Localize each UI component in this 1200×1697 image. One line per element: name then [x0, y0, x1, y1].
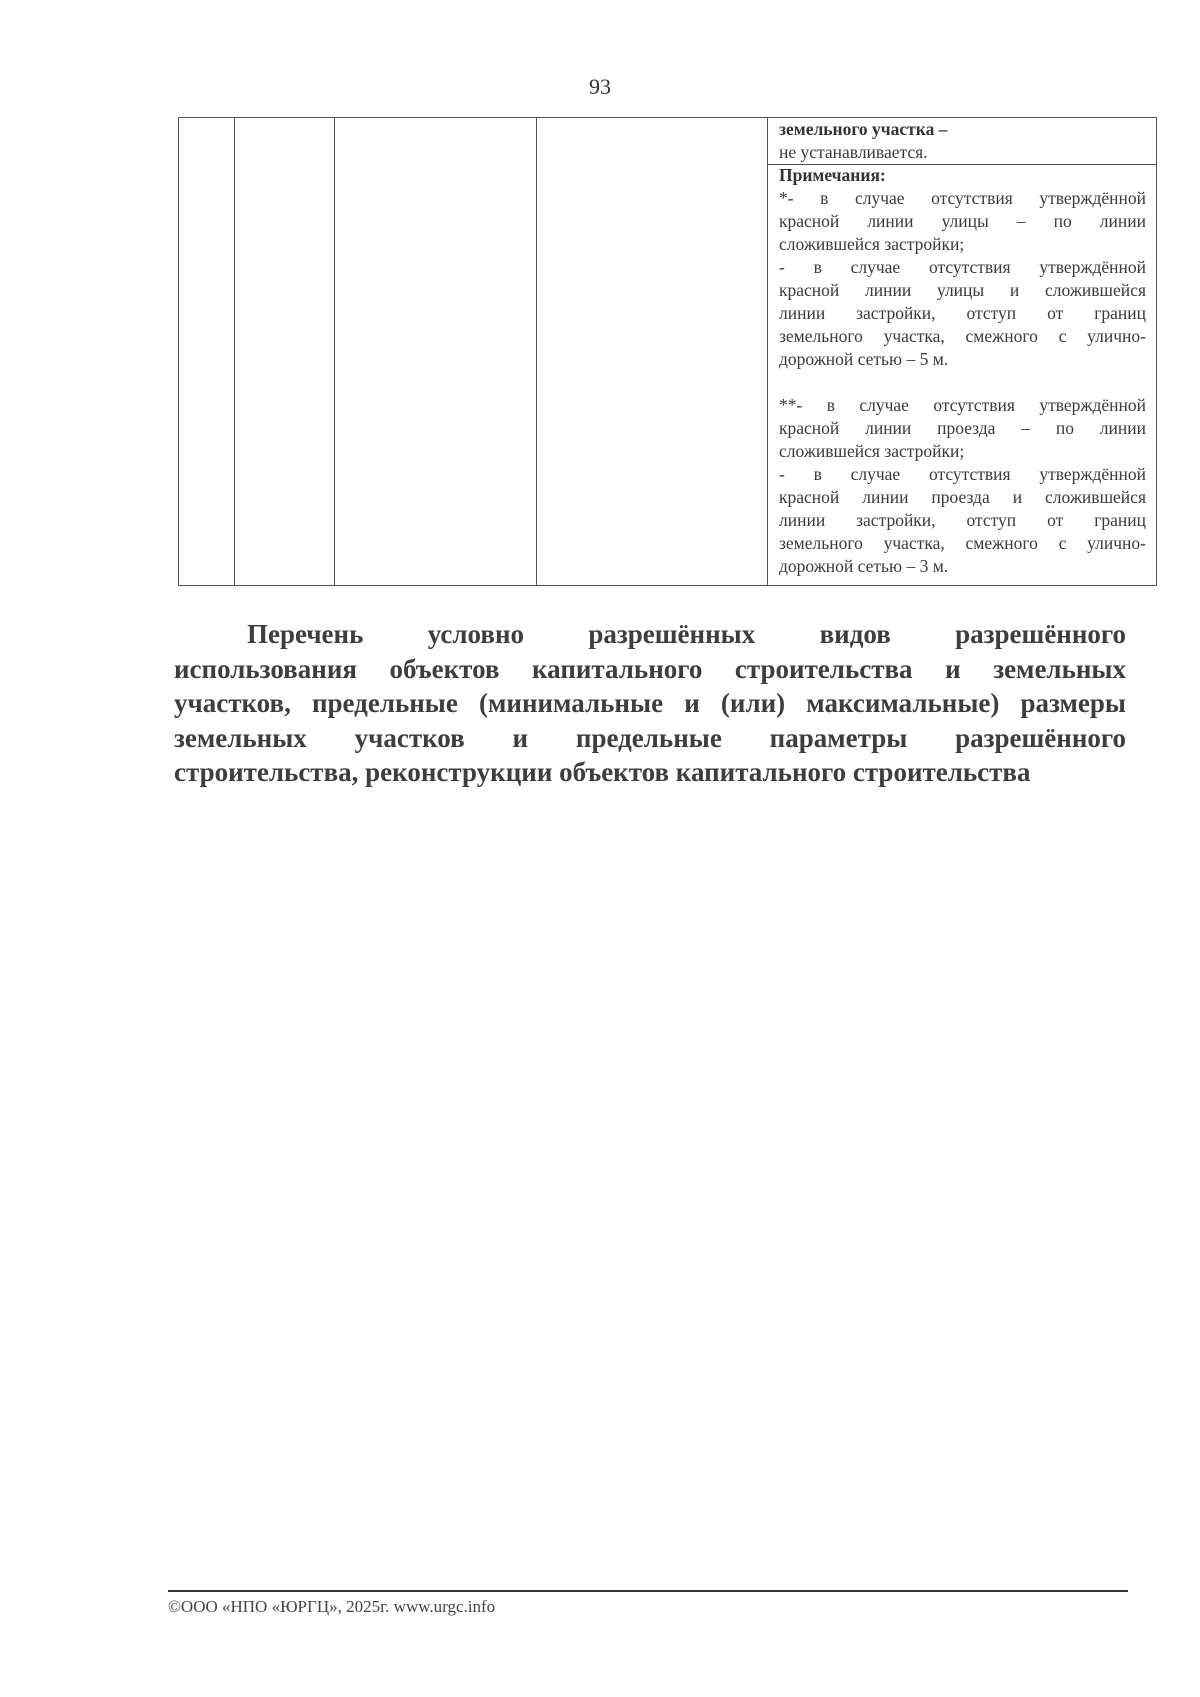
parameter-value: не устанавливается. [779, 142, 928, 162]
heading-line: использования объектов капитального строительства и земельных [174, 653, 1126, 684]
note-line: красной линии улицы – по линии [779, 211, 1146, 231]
table-cell-empty [179, 118, 235, 586]
note-line: *- в случае отсутствия утверждённой [779, 188, 1146, 208]
note-line: красной линии улицы и сложившейся [779, 280, 1146, 300]
note-line: красной линии проезда – по линии [779, 418, 1146, 438]
section-heading [174, 617, 1126, 790]
note-line: **- в случае отсутствия утверждённой [779, 395, 1146, 415]
footer-divider [168, 1590, 1128, 1592]
table-cell-empty [235, 118, 335, 586]
page-number: 93 [589, 74, 611, 99]
notes-title: Примечания: [779, 165, 886, 185]
note-line: красной линии проезда и сложившейся [779, 487, 1146, 507]
heading-line: строительства, реконструкции объектов капитального строительства [174, 757, 1031, 787]
heading-line: земельных участков и предельные параметры разрешённого [174, 722, 1126, 753]
note-line: дорожной сетью – 3 м. [779, 556, 949, 576]
note-line: земельного участка, смежного с улично- [779, 533, 1146, 553]
note-line: сложившейся застройки; [779, 234, 965, 254]
note-line: - в случае отсутствия утверждённой [779, 257, 1146, 277]
heading-line: участков, предельные (минимальные и (или) максимальные) размеры [174, 688, 1126, 718]
table-row [179, 118, 1157, 165]
table-cell-empty [537, 118, 768, 586]
parameter-cell [768, 118, 1157, 165]
note-line: дорожной сетью – 5 м. [779, 349, 949, 369]
parameter-label: земельного участка – [779, 119, 948, 139]
note-spacer [779, 371, 1146, 394]
note-line: линии застройки, отступ от границ [779, 303, 1146, 323]
continued-regulations-table [178, 117, 1157, 586]
note-line: линии застройки, отступ от границ [779, 510, 1146, 530]
note-line: сложившейся застройки; [779, 441, 965, 461]
table-cell-empty [335, 118, 537, 586]
note-line: - в случае отсутствия утверждённой [779, 464, 1146, 484]
note-line: земельного участка, смежного с улично- [779, 326, 1146, 346]
footer-copyright: ©ООО «НПО «ЮРГЦ», 2025г. www.urgc.info [168, 1597, 496, 1616]
heading-line: Перечень условно разрешённых видов разрешённого [247, 619, 1126, 649]
notes-cell [768, 165, 1157, 586]
